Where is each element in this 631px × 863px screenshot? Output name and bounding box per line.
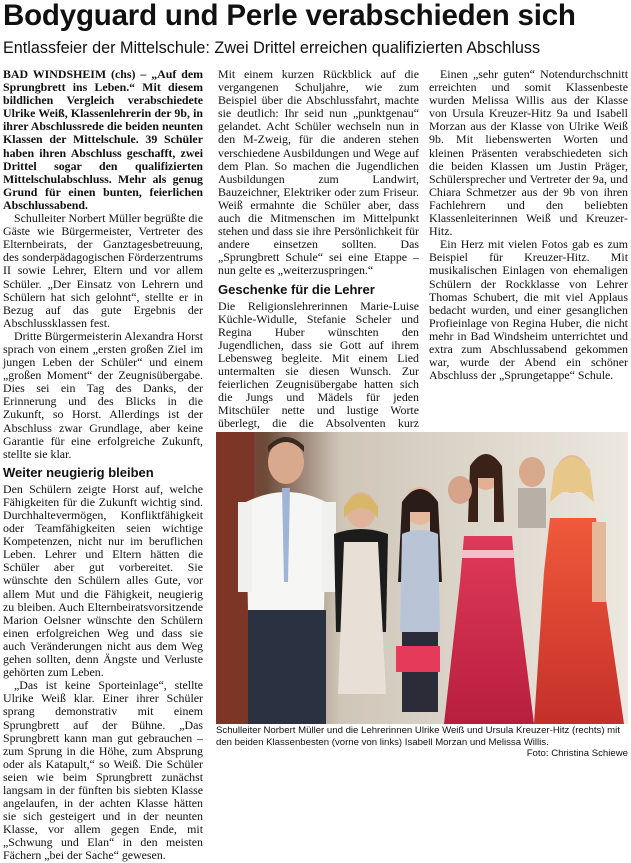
headline: Bodyguard und Perle verabschieden sich <box>3 0 576 32</box>
body-paragraph: Dritte Bürgermeisterin Alexandra Horst sprach von einem „ersten großen Ziel im jungen Leben der Schüler“ und einem „großen Moment“ der Zeugnisübergabe. Dies sei ein Tag des Danks, der Erinnerung und des Blicks in die Zukunft, so Horst. Allerdings ist der Abschluss zwar Grundlage, aber keine Garantie für eine erfolgreiche Zukunft, stellte sie klar. <box>3 328 203 461</box>
photo-caption <box>216 725 628 760</box>
group-photo-illustration <box>216 432 628 724</box>
body-paragraph: Schulleiter Norbert Müller begrüßte die Gäste wie Bürgermeister, Vertreter des Elternbeirats, der Ganztagesbetreuung, des sonderpädagogischen Förderzentrums II sowie Lehrer, Eltern und vor allem Schüler. „Der Einsatz von Lehrern und Schülern hat sich gelohnt“, stellte er in Bezug auf das gute Ergebnis der Abschlussklassen fest. <box>3 211 203 330</box>
lead-paragraph <box>3 68 203 212</box>
article-photo <box>216 432 628 724</box>
body-paragraph: Die Religionslehrerinnen Marie-Luise Küchle-Widulle, Stefanie Scheler und Regina Huber wünschten den Jugendlichen, dass sie Gott auf ihrem Lebensweg begleite. Mit einem Lied untermalten sie diesen Wunsch. Zur feierlichen Zeugnisübergabe hatten sich die Jungs und Mädels für jeden Mitschüler nette und lustige Worte überlegt, die die Absolventen kurz <box>218 298 419 431</box>
caption-text: Schulleiter Norbert Müller und die Lehrerinnen Ulrike Weiß und Ursula Kreuzer-Hitz (rechts) mit den beiden Klassenbesten (vorne von links) Isabell Morzan und Melissa Willis. <box>216 725 620 748</box>
lead-text: „Auf dem Sprungbrett ins Leben.“ Mit diesem bildlichen Vergleich verabschiedete Ulrike Weiß, Klassenlehrerin der 9b, in ihrer Abschlussrede die beiden neunten Klassen der Mittelschule. 39 Schüler haben ihren Abschluss geschafft, zwei Drittel sogar den qualifizierten Mittelschulabschluss. Mehr als genug Grund für einen bunten, feierlichen Abschlussabend. <box>3 67 203 212</box>
body-paragraph: Ein Herz mit vielen Fotos gab es zum Beispiel für Kreuzer-Hitz. Mit musikalischen Einlagen von ehemaligen Schülern der Rockklasse von Lehrer Thomas Schubert, die mit viel Applaus bedacht wurden, und einer gesanglichen Profieinlage von Regina Huber, die nicht mehr in Bad Windsheim unterrichtet und extra zum Abschlussabend gekommen war, wurde der Abend ein schöner Abschluss der „Sprungetappe“ Schule. <box>429 237 628 383</box>
subheadline: Entlassfeier der Mittelschule: Zwei Drittel erreichen qualifizierten Abschluss <box>3 39 541 57</box>
article-column-1 <box>3 67 203 863</box>
section-heading: Geschenke für die Lehrer <box>218 281 375 297</box>
section-heading: Weiter neugierig bleiben <box>3 464 154 480</box>
body-paragraph: Mit einem kurzen Rückblick auf die vergangenen Schuljahre, wie zum Beispiel über die Abschlussfahrt, machte sie deutlich: Ihr seid nun „punktgenau“ gelandet. Acht Schüler wechseln nun in den M-Zweig, für die anderen stehen verschiedene Ausbildungen und Wege auf dem Plan. So machen die Jugendlichen Ausbildungen zum Landwirt, Bauzeichner, Elektriker oder zum Friseur. Weiß ermahnte die Schüler aber, dass auch die Mitmenschen im Mittelpunkt stehen und dass sie ihre Persönlichkeit für andere einsetzen sollten. Das „Sprungbrett Schule“ sei eine Etappe – nun gelte es „weiterzuspringen.“ <box>218 67 419 278</box>
body-paragraph: Einen „sehr guten“ Notendurchschnitt erreichten und somit Klassenbeste wurden Melissa Willis aus der Klasse von Ursula Kreuzer-Hitz 9a und Isabell Morzan aus der Klasse von Ulrike Weiß 9b. Mit liebenswerten Worten und kleinen Präsenten verabschiedeten sich die beiden Klassen um Justin Präger, Schülersprecher und Vertreter der 9a, und Chiara Schmetzer aus der 9b von ihren Fachlehrern und den beliebten Klassenleiterinnen Weiß und Kreuzer-Hitz. <box>429 67 628 239</box>
article-column-3 <box>429 68 628 433</box>
photo-credit: Foto: Christina Schiewe <box>526 748 628 759</box>
dateline: BAD WINDSHEIM (chs) – <box>3 67 147 81</box>
body-paragraph: Den Schülern zeigte Horst auf, welche Fähigkeiten für die Zukunft wichtig sind. Durchhaltevermögen, Konfliktfähigkeit oder Teamfähigkeiten seien wichtige Kompetenzen, nicht nur im beruflichen Leben. Lehrer und Eltern hätten die Schüler aber gut vorbereitet. Sie wünschte den Schülern alles Gute, vor allem Mut und die Fähigkeit, neugierig zu bleiben. Auch Elternbeiratsvorsitzende Marion Oelsner wünschte den Schülern einen erfolgreichen Weg und dass sie auch Veränderungen nicht aus dem Weg gehen sollten, denn Ängste und Verluste gehörten zum Leben. <box>3 481 203 680</box>
body-paragraph: „Das ist keine Sporteinlage“, stellte Ulrike Weiß klar. Einer ihrer Schüler sprang demonstrativ mit einem Sprungbrett auf der Bühne. „Das Sprungbrett kann man gut gebrauchen – zum Sprung in die Höhe, zum Absprung oder als Katapult,“ so Weiß. Die Schüler seien wie beim Sprungbrett zunächst langsam in der fünften bis siebten Klasse angelaufen, in der achten Klasse hätten sie sich gesteigert und in der neunten Klasse, vor allem gegen Ende, mit „Schwung und Elan“ in den meisten Fächern „bei der Sache“ gewesen. <box>3 678 203 863</box>
article-column-2 <box>218 68 419 433</box>
